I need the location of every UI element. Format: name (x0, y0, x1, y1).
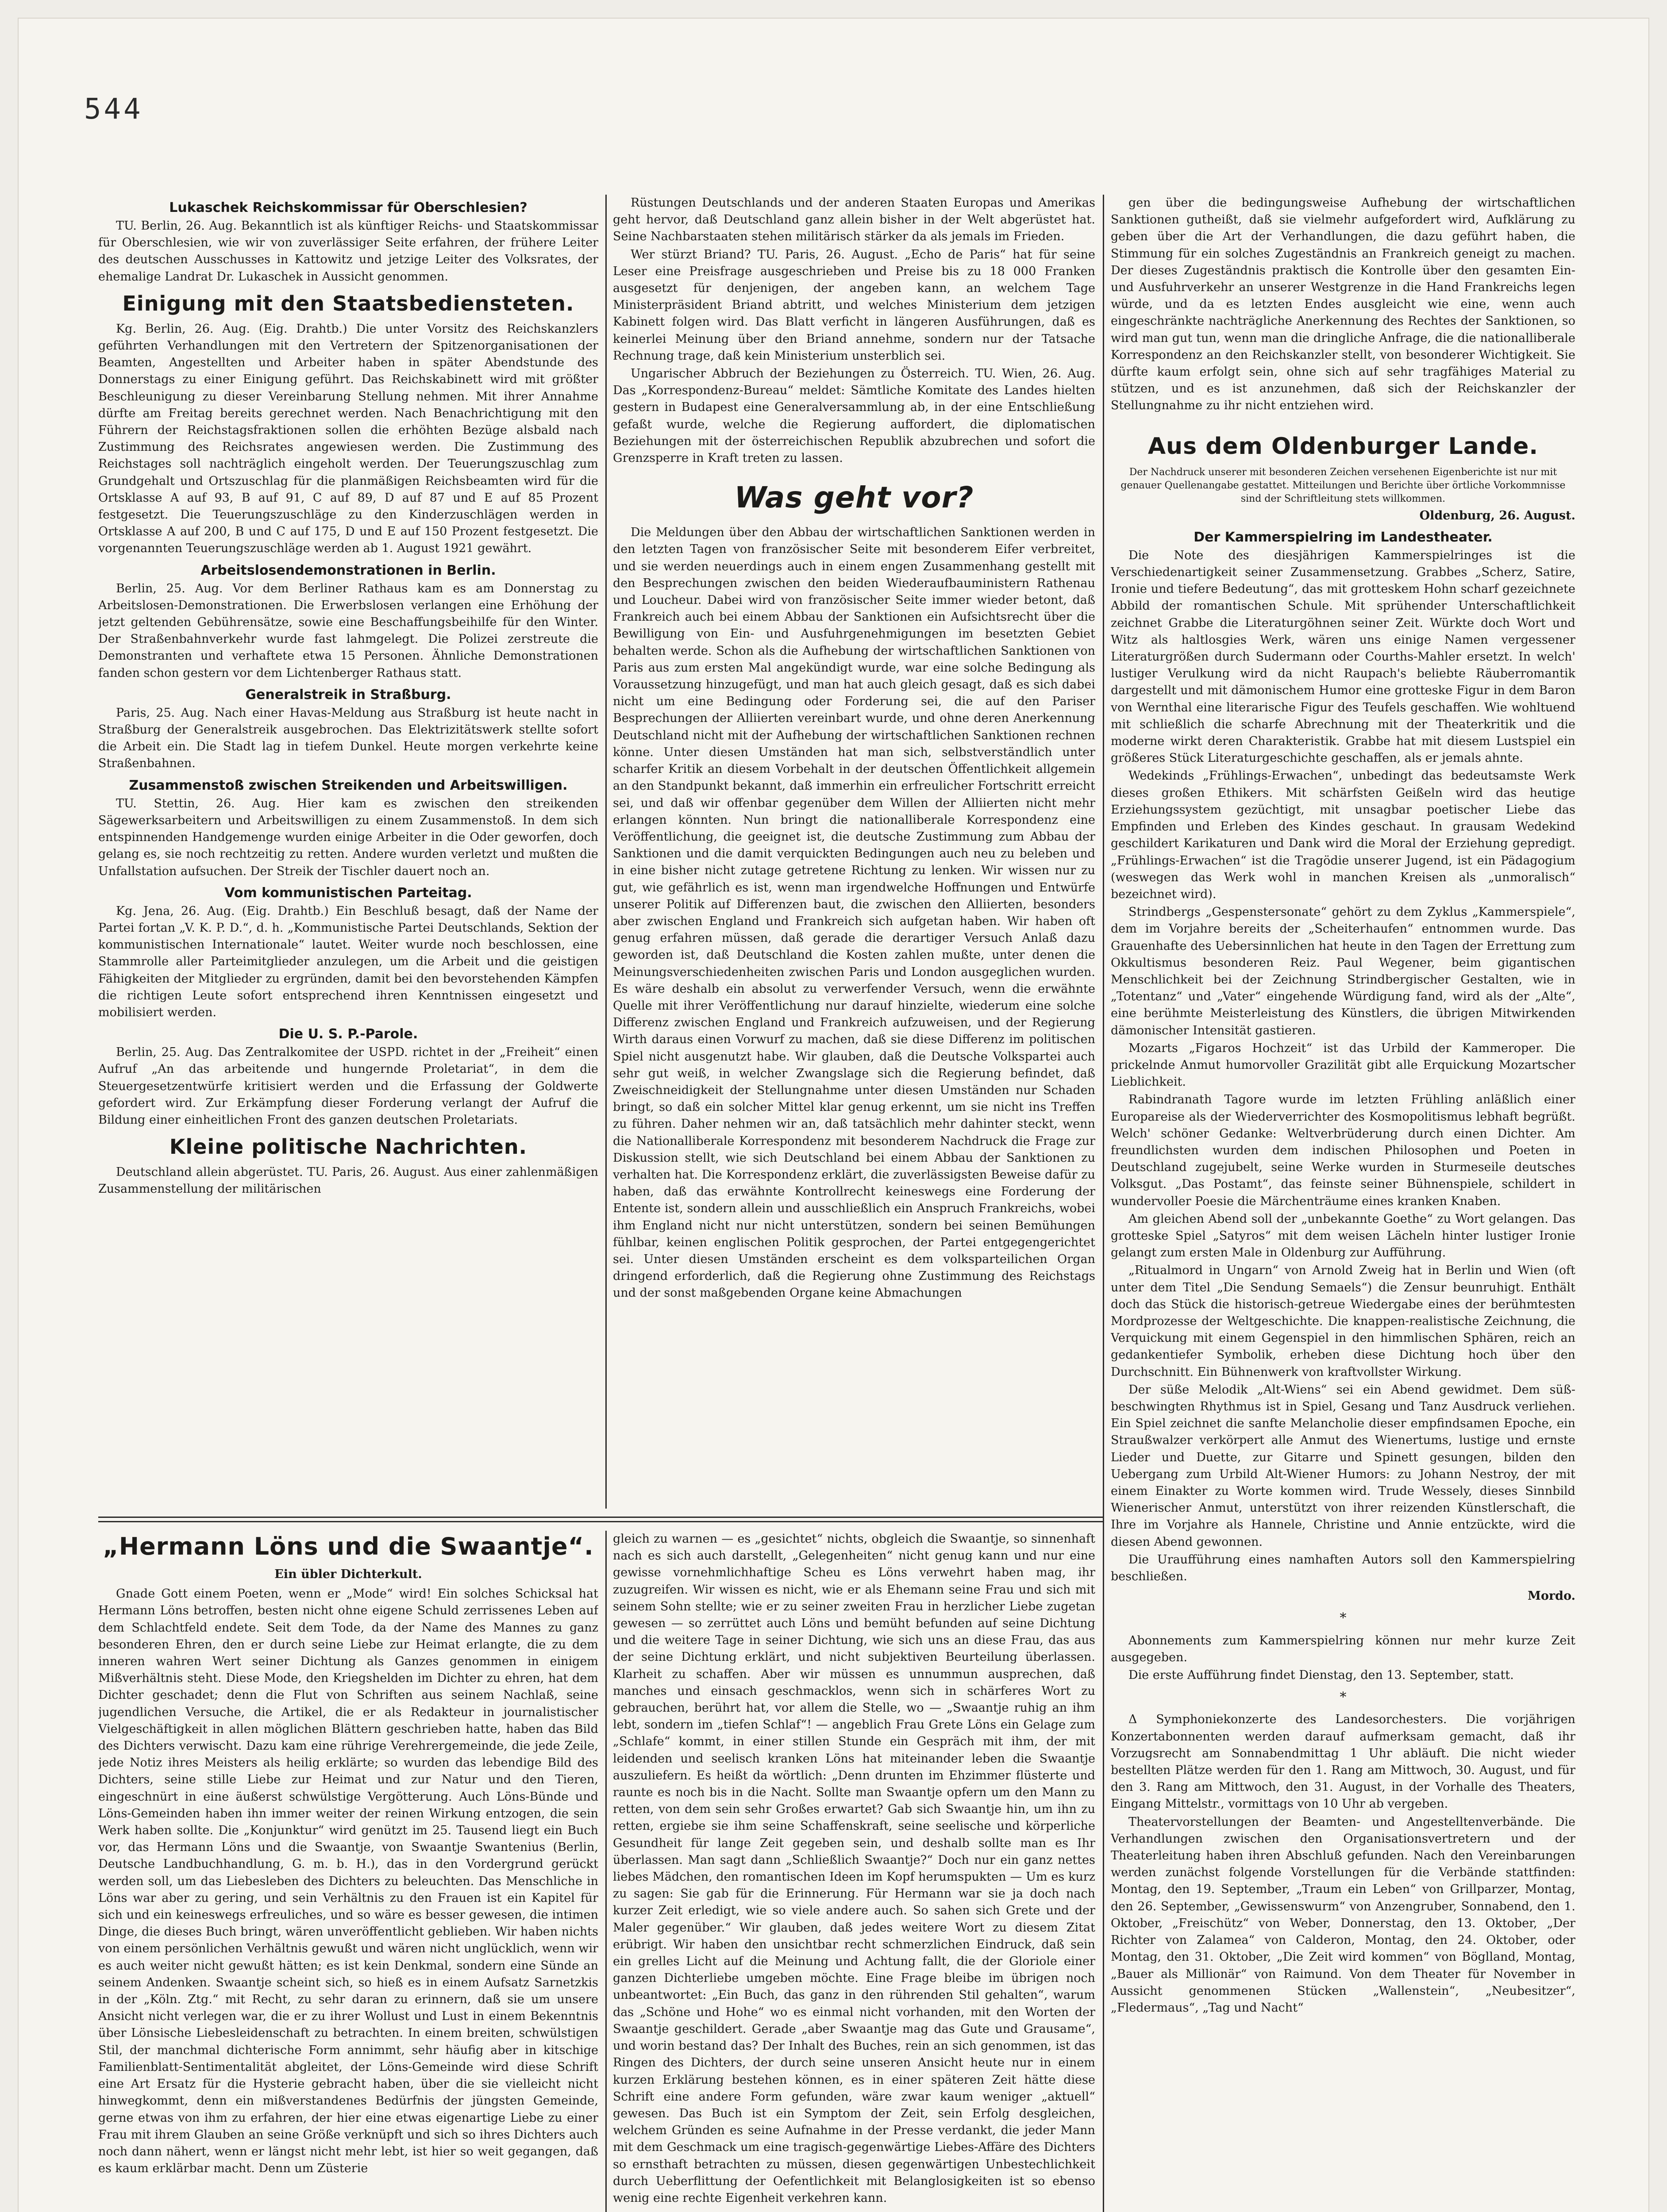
reprint-notice: Der Nachdruck unserer mit besonderen Zeichen versehenen Eigenberichte ist nur mit genauer Quellenangabe gestattet. Mitteilungen und Berichte über örtliche Vorkommnisse sind der Schriftleitung stets willkommen. (1120, 466, 1566, 504)
headline-oldenburger-lande: Aus dem Oldenburger Lande. (1147, 433, 1539, 460)
headline-lukaschek: Lukaschek Reichskommissar für Oberschlesien? (169, 200, 527, 215)
page-number: 544 (84, 93, 143, 126)
separator-asterisk-2: * (1340, 1690, 1347, 1705)
article-zusammenstoss: TU. Stettin, 26. Aug. Hier kam es zwischen den streikenden Sägewerksarbeitern und Arbeitswilligen zu einem Zusammenstoß. In dem sich entspinnenden Handgemenge wurden einige Arbeiter in die Oder geworfen, doch gelang es, sie noch rechtzeitig zu retten. Andere wurden verletzt und mußten die Unfallstation aufsuchen. Der Streik der Tischler dauert noch an. (98, 796, 598, 878)
dateline-oldenburg: Oldenburg, 26. August. (1419, 508, 1575, 522)
notice-abonnements: Abonnements zum Kammerspielring können nur mehr kurze Zeit ausgegeben. (1111, 1633, 1575, 1664)
kammer-paragraph-1: Die Note des diesjährigen Kammerspielringes ist die Verschiedenartigkeit seiner Zusammensetzung. Grabbes „Scherz, Satire, Ironie und tiefere Bedeutung“, das mit grotteskem Hohn scharf gezeichnete Abbild der romantischen Schule. Mit sprühender Unterschaftlichkeit zeichnet Grabbe die Literaturgöhnen seiner Zeit. Würkte doch Wort und Witz als haltlosgies Werk, wären uns einige Namen vergessener Literaturgrößen durch Sudermann oder Courths-Mahler ersetzt. In welch' lustiger Verulkung wird da nicht Raupach's beliebte Räuberromantik dargestellt und mit dämonischem Humor eine grotteske Figur in dem Baron von Wernthal eine literarische Figur des Teufels geschaffen. Wie wohltuend mit schließlich die scharfe Abrechnung mit der Theaterkritik und die moderne wirkt deren Charakteristik. Grabbe hat mit diesem Lustspiel ein größeres Stück Literaturgeschichte geschaffen, als er jemals ahnte. (1111, 548, 1575, 765)
article-oesterreich: Ungarischer Abbruch der Beziehungen zu Österreich. TU. Wien, 26. Aug. Das „Korrespondenz-Bureau“ meldet: Sämtliche Komitate des Landes hielten gestern in Budapest eine Generalversammlung ab, in der eine Entschließung gefaßt wurde, welche die Regierung auffordert, die diplomatischen Beziehungen mit der österreichischen Republik abzubrechen und sofort die Grenzsperre in Kraft treten zu lassen. (613, 367, 1095, 465)
headline-kleine-nachrichten: Kleine politische Nachrichten. (169, 1135, 527, 1159)
article-arbeitslosen: Berlin, 25. Aug. Vor dem Berliner Rathaus kam es am Donnerstag zu Arbeitslosen-Demonstrationen. Die Erwerbslosen verlangen eine Erhöhung der jetzt geltenden Gebührensätze, sowie eine Beschaffungsbeihilfe für den Winter. Der Straßenbahnverkehr wurde fast lahmgelegt. Die Polizei zerstreute die Demonstranten und verhaftete etwa 15 Personen. Ähnliche Demonstrationen fanden schon gestern vor dem Lichtenberger Rathaus statt. (98, 581, 598, 680)
article-lukaschek: TU. Berlin, 26. Aug. Bekanntlich ist als künftiger Reichs- und Staatskommissar für Oberschlesien, wie wir von zuverlässiger Seite erfahren, der frühere Leiter des deutschen Ausschusses in Kattowitz und jetzige Leiter des Volksrates, der ehemalige Landrat Dr. Lukaschek in Aussicht genommen. (98, 219, 598, 284)
notice-symphoniekonzerte: Δ Symphoniekonzerte des Landesorchesters. Die vorjährigen Konzertabonnenten werden darauf aufmerksam gemacht, daß ihr Vorzugsrecht am Sonnabendmittag 1 Uhr abläuft. Die nicht wieder bestellten Plätze werden für den 1. Rang am Mittwoch, 30. August, und für den 3. Rang am Mittwoch, den 31. August, in der Vorhalle des Theaters, Eingang Mittelstr., vormittags von 10 Uhr ab vergeben. (1111, 1713, 1575, 1811)
feuilleton-subtitle: Ein übler Dichterkult. (274, 1567, 422, 1581)
headline-usp: Die U. S. P.-Parole. (278, 1026, 418, 1042)
kammer-paragraph-9: Die Uraufführung eines namhaften Autors soll den Kammerspielring beschließen. (1111, 1552, 1575, 1584)
kammer-paragraph-4: Mozarts „Figaros Hochzeit“ ist das Urbild der Kammeroper. Die prickelnde Anmut humorvoller Grazilität gibt alle Erquickung Mozartscher Lieblichkeit. (1111, 1041, 1575, 1089)
kammer-paragraph-5: Rabindranath Tagore wurde im letzten Frühling anläßlich einer Europareise als der Wiederverrichter des Kosmopolitismus lebhaft begrüßt. Welch' schöner Gedanke: Weltverbrüderung durch einen Dichter. Am freundlichsten wurden dem indischen Philosophen und Poeten in Deutschland zugejubelt, seine Werke wurden in Sturmeseile deutsches Volksgut. „Das Postamt“, das feinste seiner Bühnenspiele, schildert in wundervoller Poesie die Märchenträume eines kranken Knaben. (1111, 1093, 1575, 1208)
headline-einigung: Einigung mit den Staatsbediensteten. (122, 291, 574, 315)
feuilleton-paragraph-2: gleich zu warnen — es „gesichtet“ nichts, obgleich die Swaantje, so sinnenhaft nach es sich auch darstellt, „Gelegenheiten“ nicht genug kann und nur eine gewisse vornehmlichhaftige Scheu es Löns verwehrt haben mag, ihr zuzugreifen. Wir wissen es nicht, wie er als Ehemann seine Frau und sich mit seinem Sohn stellte; wie er zu seiner zweiten Frau in herzlicher Liebe zugetan gewesen — so zerrüttet auch Löns und bemüht befunden auf seine Dichtung und die weitere Tage in seiner Dichtung, wie sich uns an diese Frau, das aus der seine Dichtung erklärt, und nicht subjektiven Beurteilung überlassen. Klarheit zu schaffen. Aber wir müssen es unnummun ausprechen, daß manches und einsach geschmacklos, wenn sich in schärferes Wort zu gebrauchen, berührt hat, vor allem die Stelle, wo — „Swaantje ruhig an ihm lebt, sondern im „tiefen Schlaf“! — angeblich Frau Grete Löns ein Gelage zum „Schlafe“ kommt, in einer stillen Stunde ein Gespräch mit ihm, der mit leidenden und seelisch kranken Löns hat miteinander leben die Swaantje auszuliefern. Es heißt da wörtlich: „Denn drunten im Ehzimmer flüsterte und raunte es noch bis in die Nacht. Sollte man Swaantje opfern um den Mann zu retten, von dem sein sehr Großes erwartet? Gab sich Swaantje hin, um ihn zu retten, ergiebe sie ihm seine Schaffenskraft, seine seelische und körperliche Gesundheit für lange Zeit gegeben sein, und deshalb sollte man es Ihr überlassen. Man sagt dann „Schließlich Swaantje?“ Doch nur ein ganz nettes liebes Mädchen, den romantischen Ideen im Kopf herumspukten — Um es kurz zu sagen: Sie gab für die Erinnerung. Für Hermann war sie ja doch nach kurzer Zeit erledigt, wie so viele andere auch. So sahen sich Grete und der Maler gegenüber.“ Wir glauben, daß jedes weitere Wort zu diesem Zitat erübrigt. Wir haben den unsichtbar recht schmerzlichen Eindruck, daß sein ein grelles Licht auf die Meinung und Achtung fallt, die der Gloriole einer ganzen Dichterliebe umgeben möchte. Eine Frage bleibe im übrigen noch unbeantwortet: „Ein Buch, das ganz in den rührenden Stil gehalten“, warum das „Schöne und Hohe“ wo es einmal nicht vorhanden, mit den Worten der Swaantje geschildert. Gerade „aber Swaantje mag das Gute und Grausame“, und worin bestand das? Der Inhalt des Buches, rein an sich genommen, ist das Ringen des Dichters, der durch seine unseren Ansicht heute nur in einem kurzen Erklärung bestehen können, es in einer späteren Zeit hätte diese Schrift eine andere Form gefunden, wäre zwar kaum weniger „aktuell“ gewesen. Das Buch ist ein Symptom der Zeit, sein Erfolg desgleichen, welchem Gründen es seine Aufnahme in der Presse verdankt, die jeder Mann mit dem Geschmack um eine tragisch-gegenwärtige Liebes-Affäre des Dichters so ernsthaft betrachten zu müssen, diesen gegenwärtigen Unbestechlichkeit durch Ueberflittung der Oefentlichkeit mit Belanglosigkeiten ist so ebenso wenig eine rechte Eigenheit verkehren kann. (613, 1532, 1095, 2205)
headline-parteitag: Vom kommunistischen Parteitag. (224, 885, 472, 901)
headline-kammerspielring: Der Kammerspielring im Landestheater. (1193, 529, 1493, 545)
author-signature: Mordo. (1528, 1589, 1575, 1603)
column-rule-feuilleton (605, 1531, 607, 2212)
feuilleton-rule-top-2 (98, 1521, 1103, 1522)
article-einigung: Kg. Berlin, 26. Aug. (Eig. Drahtb.) Die unter Vorsitz des Reichskanzlers geführten Verhandlungen mit den Vertretern der Spitzenorganisationen der Beamten, Angestellten und Arbeiter haben in später Abendstunde des Donnerstags zu einer Einigung geführt. Das Reichskabinett wird mit größter Beschleunigung zu dieser Vereinbarung Stellung nehmen. Mit ihrer Annahme dürfte am Freitag bereits gerechnet werden. Nach Benachrichtigung mit den Führern der Reichstagsfraktionen sollen die erhöhten Bezüge alsbald nach Zustimmung des Reichsrates angewiesen werden. Die Zustimmung des Reichstages soll nachträglich eingeholt werden. Der Teuerungszuschlag zum Grundgehalt und Ortszuschlag für die planmäßigen Reichsbeamten wird für die Ortsklasse A auf 93, B auf 91, C auf 89, D auf 87 und E auf 85 Prozent festgesetzt. Die Teuerungszuschläge zu den Kinderzuschlägen werden in Ortsklasse A auf 200, B und C auf 175, D und E auf 150 Prozent festgesetzt. Die vorgenannten Teuerungszuschläge werden ab 1. August 1921 gewährt. (98, 322, 598, 556)
headline-zusammenstoss: Zusammenstoß zwischen Streikenden und Arbeitswilligen. (129, 777, 568, 793)
article-usp: Berlin, 25. Aug. Das Zentralkomitee der USPD. richtet in der „Freiheit“ einen Aufruf „An das arbeitende und hungernde Proletariat“, in dem die Steuergesetzentwürfe kritisiert werden und die Erfassung der Goldwerte gefordert wird. Zur Erkämpfung dieser Forderung verlangt der Aufruf die Bildung einer einheitlichen Front des ganzen deutschen Proletariats. (98, 1045, 598, 1127)
column-rule-2 (1103, 195, 1104, 2212)
feuilleton-column-2 (613, 1531, 1095, 2212)
separator-asterisk: * (1340, 1610, 1347, 1626)
feuilleton-column-1 (98, 1531, 598, 2212)
kammer-paragraph-3: Strindbergs „Gespenstersonate“ gehört zu dem Zyklus „Kammerspiele“, dem im Vorjahre bereits der „Scheiterhaufen“ entnommen wurde. Das Grauenhafte des Uebersinnlichen hat heute in den Tagen der Errettung zum Okkultismus besonderen Reiz. Paul Wegener, beim gigantischen Menschlichkeit bei der Zeichnung Strindbergischer Gestalten, wie in „Totentanz“ und „Vater“ eingehende Würdigung fand, wird als der „Alte“, eine berühmte Meisterleistung des Künstlers, die übrigen Mitwirkenden dämonischer Intensität gastieren. (1111, 905, 1575, 1037)
kammer-paragraph-6: Am gleichen Abend soll der „unbekannte Goethe“ zu Wort gelangen. Das grotteske Spiel „Satyros“ mit dem weisen Lächeln hinter lustiger Ironie gelangt zum ersten Male in Oldenburg zur Aufführung. (1111, 1212, 1575, 1260)
newspaper-page (18, 18, 1649, 2212)
article-parteitag: Kg. Jena, 26. Aug. (Eig. Drahtb.) Ein Beschluß besagt, daß der Name der Partei fortan „V. K. P. D.“, d. h. „Kommunistische Partei Deutschlands, Sektion der kommunistischen Internationale“ lautet. Weiter wurde noch beschlossen, eine Stammrolle aller Parteimitglieder anzulegen, um die Arbeit und die geistigen Fähigkeiten der Mitglieder zu ergründen, damit bei den bevorstehenden Kämpfen die richtigen Leute sofort entsprechend ihren Kenntnissen eingesetzt und mobilisiert werden. (98, 904, 598, 1019)
article-briand: Wer stürzt Briand? TU. Paris, 26. August. „Echo de Paris“ hat für seine Leser eine Preisfrage ausgeschrieben und Preise bis zu 18 000 Franken ausgesetzt für denjenigen, der angeben kann, an welchem Tage Ministerpräsident Briand abtritt, und welches Ministerium dem jetzigen Kabinett folgen wird. Das Blatt verficht in längeren Ausführungen, daß es keinerlei Meinung über den Briand annehme, sondern nur der Tatsache Rechnung trage, daß kein Ministerium unsterblich sei. (613, 247, 1095, 363)
notice-theatervorstellungen: Theatervorstellungen der Beamten- und Angestelltenverbände. Die Verhandlungen zwischen den Organisationsvertretern und der Theaterleitung haben ihren Abschluß gefunden. Nach den Vereinbarungen werden zunächst folgende Vorstellungen für die Verbände stattfinden: Montag, den 19. September, „Traum ein Leben“ von Grillparzer, Montag, den 26. September, „Gewissenswurm“ von Anzengruber, Sonnabend, den 1. Oktober, „Freischütz“ von Weber, Donnerstag, den 13. Oktober, „Der Richter von Zalamea“ von Calderon, Montag, den 24. Oktober, oder Montag, den 31. Oktober, „Die Zeit wird kommen“ von Böglland, Montag, „Bauer als Millionär“ von Raimund. Von dem Theater für November in Aussicht genommenen Stücken „Wallenstein“, „Neubesitzer“, „Fledermaus“, „Tag und Nacht“ (1111, 1815, 1575, 2015)
article-abruestung-cont: Rüstungen Deutschlands und der anderen Staaten Europas und Amerikas geht hervor, daß Deutschland ganz allein bisher in der Welt abgerüstet hat. Seine Nachbarstaaten stehen militärisch stärker da als jemals im Frieden. (613, 196, 1095, 244)
kammer-paragraph-7: „Ritualmord in Ungarn“ von Arnold Zweig hat in Berlin und Wien (oft unter dem Titel „Die Sendung Semaels“) die Zensur beunruhigt. Enthält doch das Stück die historisch-getreue Wiedergabe eines der berühmtesten Mordprozesse der Weltgeschichte. Die knappen-realistische Zeichnung, die Verquickung mit einem Gegenspiel in den himmlischen Sphären, reich an gedankentiefer Symbolik, erheben diese Dichtung hoch über den Durchschnitt. Ein Bühnenwerk von kraftvollster Wirkung. (1111, 1263, 1575, 1379)
headline-arbeitslosen: Arbeitslosendemonstrationen in Berlin. (200, 562, 496, 578)
article-was-geht-vor: Die Meldungen über den Abbau der wirtschaftlichen Sanktionen werden in den letzten Tagen von französischer Seite mit besonderem Eifer verbreitet, und sie werden neuerdings auch in einem engen Zusammenhang gestellt mit den Besprechungen zwischen den beiden Wiederaufbauministern Rathenau und Loucheur. Dabei wird von französischer Seite immer wieder betont, daß Frankreich auch bei einem Abbau der Sanktionen ein Aufsichtsrecht über die Bewilligung von Ein- und Ausfuhrgenehmigungen im besetzten Gebiet behalten werde. Schon als die Aufhebung der wirtschaftlichen Sanktionen von Paris aus zum ersten Mal angekündigt wurde, war eine solche Bedingung als Voraussetzung hinzugefügt, und man hat auch gleich gesagt, daß es sich dabei nicht um eine Bedingung oder Forderung sei, die auf den Pariser Besprechungen der Alliierten vereinbart wurde, und ohne deren Anerkennung Deutschland nicht mit der Aufhebung der wirtschaftlichen Sanktionen rechnen könne. Unter diesen Umständen hat man sich, selbstverständlich unter scharfer Kritik an diesem Vorbehalt in der deutschen Öffentlichkeit allgemein an den Standpunkt bekannt, daß immerhin ein erfreulicher Fortschritt erreicht sei, und daß wir offenbar gegenüber dem Willen der Alliierten nicht mehr erlangen könnten. Nun bringt die nationalliberale Korrespondenz eine Veröffentlichung, die geeignet ist, die deutsche Zustimmung zum Abbau der Sanktionen und die damit verquickten Bedingungen auch neu zu beleben und in eine bisher nicht zutage getretene Richtung zu lenken. Wir wissen nur zu gut, wie gefährlich es ist, wenn man irgendwelche Hoffnungen und Entwürfe unserer Politik auf Differenzen baut, die zwischen den Alliierten, besonders aber zwischen England und Frankreich sich aufgetan haben. Wir haben oft genug erfahren müssen, daß gerade die derartiger Versuch Anlaß dazu geworden ist, daß Deutschland die Kosten zahlen mußte, unter denen die Meinungsverschiedenheiten zwischen Paris und London ausgeglichen wurden. Es wäre deshalb ein absolut zu verwerfender Versuch, wenn die erwähnte Quelle mit ihrer Veröffentlichung nur darauf hinzielte, wiederum eine solche Differenz zwischen England und Frankreich aufzuweisen, und der Regierung Wirth daraus einen Vorwurf zu machen, daß sie diese Differenz im politischen Spiel nicht ausgenutzt habe. Wir glauben, daß die Deutsche Volkspartei auch sehr gut weiß, in welcher Zwangslage sich die Regierung befindet, daß Zweischneidigkeit der Stellungnahme unter diesen Umständen nur Schaden bringt, so daß ein solcher Mittel klar genug erkennt, um sie nicht ins Treffen zu führen. Daher nehmen wir an, daß tatsächlich mehr dahinter steckt, wenn die Nationalliberale Korrespondenz mit besonderem Nachdruck die Frage zur Diskussion stellt, wie sich Deutschland bei einem Abbau der Sanktionen zu verhalten hat. Die Korrespondenz erklärt, die zuverlässigsten Beweise dafür zu haben, daß das erwähnte Kontrollrecht keineswegs eine Forderung der Entente ist, sondern allein und ausschließlich ein Anspruch Frankreichs, wobei ihm England nicht nur nicht unterstützen, sondern bei seinen Bemühungen fühlbar, keinen englischen Politik gesprochen, der Partei entgegengerichtet sei. Unter diesen Umständen erscheint es dem volksparteilichen Organ dringend erforderlich, daß die Regierung ohne Zustimmung des Reichstags und der sonst maßgebenden Organe keine Abmachungen (613, 526, 1095, 1300)
article-strassburg: Paris, 25. Aug. Nach einer Havas-Meldung aus Straßburg ist heute nacht in Straßburg der Generalstreik ausgebrochen. Das Elektrizitätswerk stellte sofort die Arbeit ein. Die Stadt lag in tiefem Dunkel. Heute morgen verkehrte keine Straßenbahnen. (98, 706, 598, 771)
column-2 (613, 195, 1095, 1509)
article-was-geht-vor-cont: gen über die bedingungsweise Aufhebung der wirtschaftlichen Sanktionen gutheißt, daß sie vielmehr aufgefordert wird, Aufklärung zu geben über die Art der Verhandlungen, die dazu geführt haben, die Stimmung für ein solches Zugeständnis an Frankreich geneigt zu machen. Der dieses Zugeständnis praktisch die Kontrolle über den gesamten Ein- und Ausfuhrverkehr an unserer Westgrenze in die Hand Frankreichs legen würde, und da es letzten Endes ausgleicht wie eine, wenn auch eingeschränkte nachträgliche Anerkennung des Rechtes der Sanktionen, so wird man gut tun, wenn man die dringliche Anfrage, die die nationalliberale Korrespondenz an den Reichskanzler stellt, von besonderer Wichtigkeit. Sie dürfte kaum erfolgt sein, ohne sich auf sehr tragfähiges Material zu stützen, und es ist anzunehmen, daß sich der Reichskanzler der Stellungnahme zu ihr nicht entziehen wird. (1111, 196, 1575, 413)
column-3 (1111, 195, 1575, 2212)
feuilleton-title: „Hermann Löns und die Swaantje“. (103, 1532, 594, 1560)
headline-strassburg: Generalstreik in Straßburg. (245, 687, 451, 703)
kammer-paragraph-2: Wedekinds „Frühlings-Erwachen“, unbedingt das bedeutsamste Werk dieses großen Ethikers. Mit schärfsten Geißeln wird das heutige Erziehungssystem gezüchtigt, mit unsagbar poetischer Liebe das Empfinden und Erleben des Kindes geschaut. In grausam Wedekind geschildert Karikaturen und Dank wird die Moral der Erziehung gepredigt. „Frühlings-Erwachen“ ist die Tragödie unserer Jugend, ist ein Pädagogium (weswegen das Werk wohl in manchen Kreisen als „unmoralisch“ bezeichnet wird). (1111, 769, 1575, 901)
feuilleton-paragraph-1: Gnade Gott einem Poeten, wenn er „Mode“ wird! Ein solches Schicksal hat Hermann Löns betroffen, besten nicht ohne eigene Schuld zerrissenes Leben auf dem Schlachtfeld endete. Seit dem Tode, da der Name des Mannes zu ganz besonderen Ehren, den er durch seine Liebe zur Heimat erlangte, die zu dem inneren wahren Wert seiner Dichtung als Ganzes genommen in einigem Mißverhältnis steht. Diese Mode, den Kriegshelden im Dichter zu ehren, hat dem Dichter geschadet; denn die Flut von Schriften aus seinem Nachlaß, seine jugendlichen Versuche, die Artikel, die er als Redakteur in journalistischer Vielgeschäftigkeit in allen möglichen Blättern geschrieben hatte, haben das Bild des Dichters verwischt. Dazu kam eine rührige Verehrergemeinde, die jede Zeile, jede Notiz ihres Meisters als heilig erklärte; so wurden das lebendige Bild des Dichters, seine stille Liebe zur Heimat und zur Natur und den Tieren, eingeschnürt in eine äußerst schwülstige Vergötterung. Auch Löns-Bünde und Löns-Gemeinden haben ihn immer weiter der reinen Wirkung entzogen, die sein Werk haben sollte. Die „Konjunktur“ wird genützt im 25. Tausend liegt ein Buch vor, das Hermann Löns und die Swaantje, von Swaantje Swantenius (Berlin, Deutsche Landbuchhandlung, G. m. b. H.), das in den Vordergrund gerückt werden soll, um das Liebesleben des Dichters zu beleuchten. Das Menschliche in Löns war aber zu gering, und sein Verhältnis zu den Frauen ist ein Kapitel für sich und ein keineswegs erfreuliches, und so wäre es besser gewesen, die intimen Dinge, die dieses Buch bringt, wären unveröffentlicht geblieben. Wir haben nichts von einem persönlichen Verhältnis gewußt und wären nicht unglücklich, wenn wir es auch weiter nicht gewußt hätten; es ist kein Denkmal, sondern eine Sünde an seinem Andenken. Swaantje scheint sich, so hieß es in einem Aufsatz Sarnetzkis in der „Köln. Ztg.“ mit Recht, zu sehr daran zu erinnern, daß sie um unsere Ansicht nicht verlegen war, die er zu ihrer Wollust und Lust in einem Bekenntnis über Lönsische Liebesleidenschaft zu betrachten. In einem breiten, schwülstigen Stil, der manchmal dichterische Form annimmt, sehr häufig aber in kitschige Familienblatt-Sentimentalität abgleitet, der Löns-Gemeinde wird diese Schrift eine Art Ersatz für die Hysterie gebracht haben, über die sie vielleicht nicht hinwegkommt, denn ein mißverstandenes Bedürfnis der jüngsten Gemeinde, gerne etwas von ihm zu erfahren, der hier eine etwas eigenartige Liebe zu einer Frau mit ihrem Glauben an seine Größe verknüpft und sich so ihres Dichters auch noch dann nähert, wenn er längst nicht mehr lebt, ist hier so weit gegangen, daß es kaum erklärbar macht. Denn um Züsterie (98, 1587, 598, 2176)
article-kleine-nachrichten: Deutschland allein abgerüstet. TU. Paris, 26. August. Aus einer zahlenmäßigen Zusammenstellung der militärischen (98, 1165, 598, 1196)
kammer-paragraph-8: Der süße Melodik „Alt-Wiens“ sei ein Abend gewidmet. Dem süß-beschwingten Rhythmus ist in Spiel, Gesang und Tanz Ausdruck verliehen. Ein Spiel zeichnet die sanfte Melancholie dieser empfindsamen Epoche, ein Straußwalzer verkörpert alle Anmut des Wienertums, lustige und ernste Lieder und Duette, zur Gitarre und Spinett gesungen, bilden den Uebergang zum Urbild Alt-Wiener Humors: zu Johann Nestroy, der mit einem Einakter zu Worte kommen wird. Trude Wessely, dieses Sinnbild Wienerischer Anmut, unterstützt von ihrer reizenden Künstlerschaft, die Ihre im Vorjahre als Hannele, Christine und Annie entzückte, wird die diesen Abend gewonnen. (1111, 1382, 1575, 1549)
column-rule-1 (605, 195, 607, 1509)
feuilleton-rule-top (98, 1517, 1103, 1518)
notice-erste-auffuehrung: Die erste Aufführung findet Dienstag, den 13. September, statt. (1128, 1668, 1514, 1682)
column-1 (98, 195, 598, 1509)
headline-was-geht-vor: Was geht vor? (734, 480, 974, 515)
